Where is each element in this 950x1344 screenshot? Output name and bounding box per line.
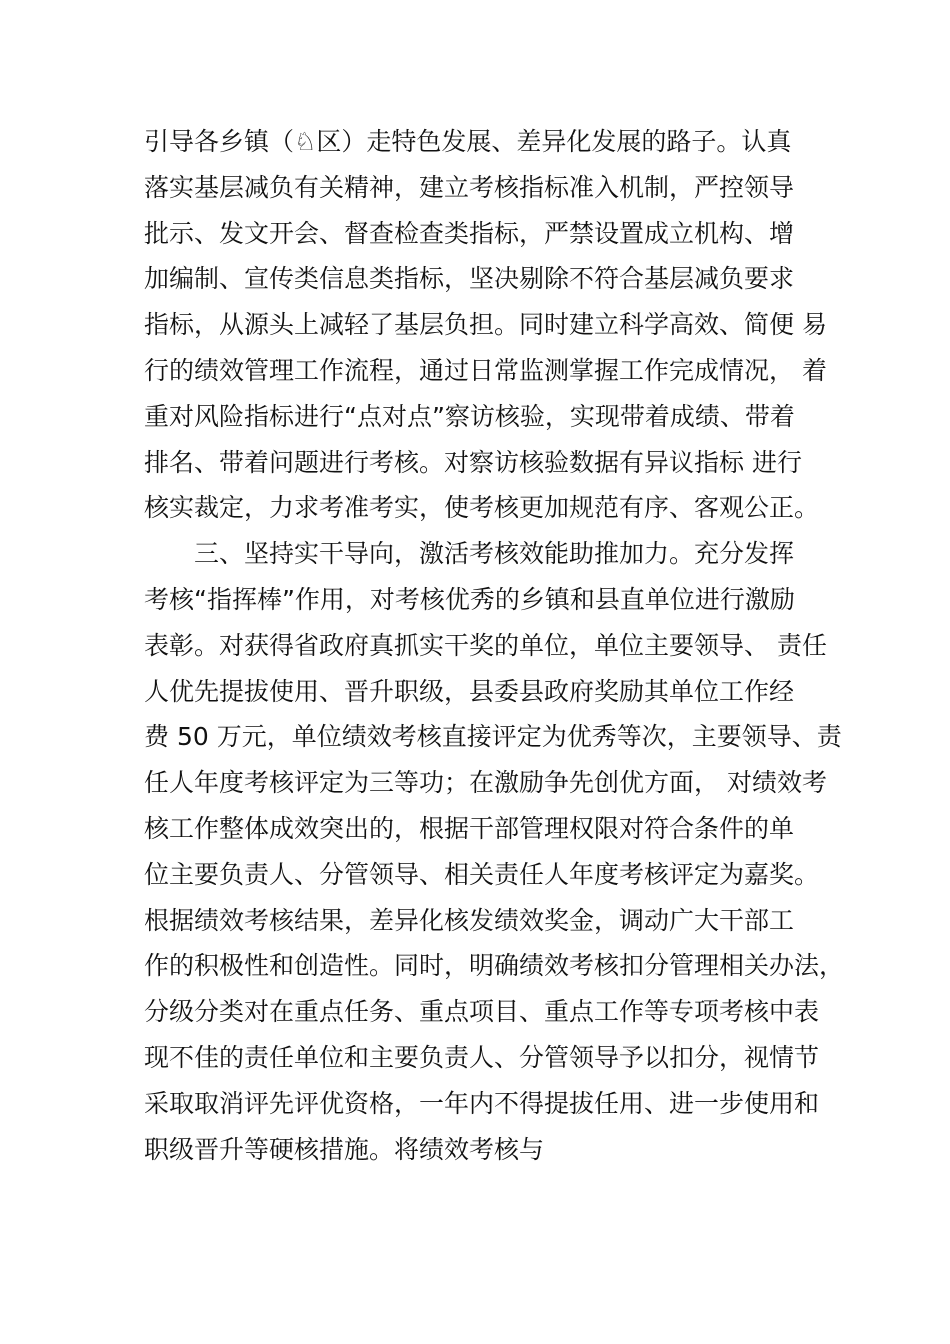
text-line: 分级分类对在重点任务、重点项目、重点工作等专项考核中表 bbox=[144, 997, 820, 1027]
text-line: 现不佳的责任单位和主要负责人、分管领导予以扣分，视情节 bbox=[144, 1042, 820, 1072]
text-line: 职级晋升等硬核措施。将绩效考核与 bbox=[144, 1134, 545, 1164]
text-line: 根据绩效考核结果，差异化核发绩效奖金，调动广大干部工 bbox=[144, 905, 795, 935]
text-line: 位主要负责人、分管领导、相关责任人年度考核评定为嘉奖。 bbox=[144, 859, 820, 889]
text-line: 核实裁定，力求考准考实，使考核更加规范有序、客观公正。 bbox=[144, 493, 820, 523]
text-line: 核工作整体成效突出的，根据干部管理权限对符合条件的单 bbox=[144, 813, 795, 843]
text-line: 加编制、宣传类信息类指标，坚决剔除不符合基层减负要求 bbox=[144, 264, 795, 294]
text-line: 人优先提拔使用、晋升职级，县委县政府奖励其单位工作经 bbox=[144, 676, 795, 706]
text-line: 引导各乡镇（♘区）走特色发展、差异化发展的路子。认真 bbox=[144, 127, 792, 156]
text-line: 落实基层减负有关精神，建立考核指标准入机制，严控领导 bbox=[144, 172, 795, 202]
text-line: 费 50 万元，单位绩效考核直接评定为优秀等次，主要领导、责 bbox=[144, 722, 842, 752]
text-line: 作的积极性和创造性。同时，明确绩效考核扣分管理相关办法， bbox=[144, 951, 844, 981]
text-line: 重对风险指标进行“点对点”察访核验，实现带着成绩、带着 bbox=[144, 401, 795, 431]
text-line: 行的绩效管理工作流程，通过日常监测掌握工作完成情况， 着 bbox=[144, 355, 827, 385]
text-line: 表彰。对获得省政府真抓实干奖的单位，单位主要领导、 责任 bbox=[144, 630, 827, 660]
text-line: 批示、发文开会、督查检查类指标，严禁设置成立机构、增 bbox=[144, 218, 795, 248]
text-line: 考核“指挥棒”作用，对考核优秀的乡镇和县直单位进行激励 bbox=[144, 584, 795, 614]
text-line: 任人年度考核评定为三等功；在激励争先创优方面， 对绩效考 bbox=[144, 768, 827, 798]
text-line: 采取取消评先评优资格，一年内不得提拔任用、进一步使用和 bbox=[144, 1088, 820, 1118]
section-heading-line: 三、坚持实干导向，激活考核效能助推加力。充分发挥 bbox=[194, 539, 795, 569]
text-line: 指标，从源头上减轻了基层负担。同时建立科学高效、简便 易 bbox=[144, 310, 827, 340]
text-line: 排名、带着问题进行考核。对察访核验数据有异议指标 进行 bbox=[144, 447, 802, 477]
body-text bbox=[144, 119, 844, 1172]
